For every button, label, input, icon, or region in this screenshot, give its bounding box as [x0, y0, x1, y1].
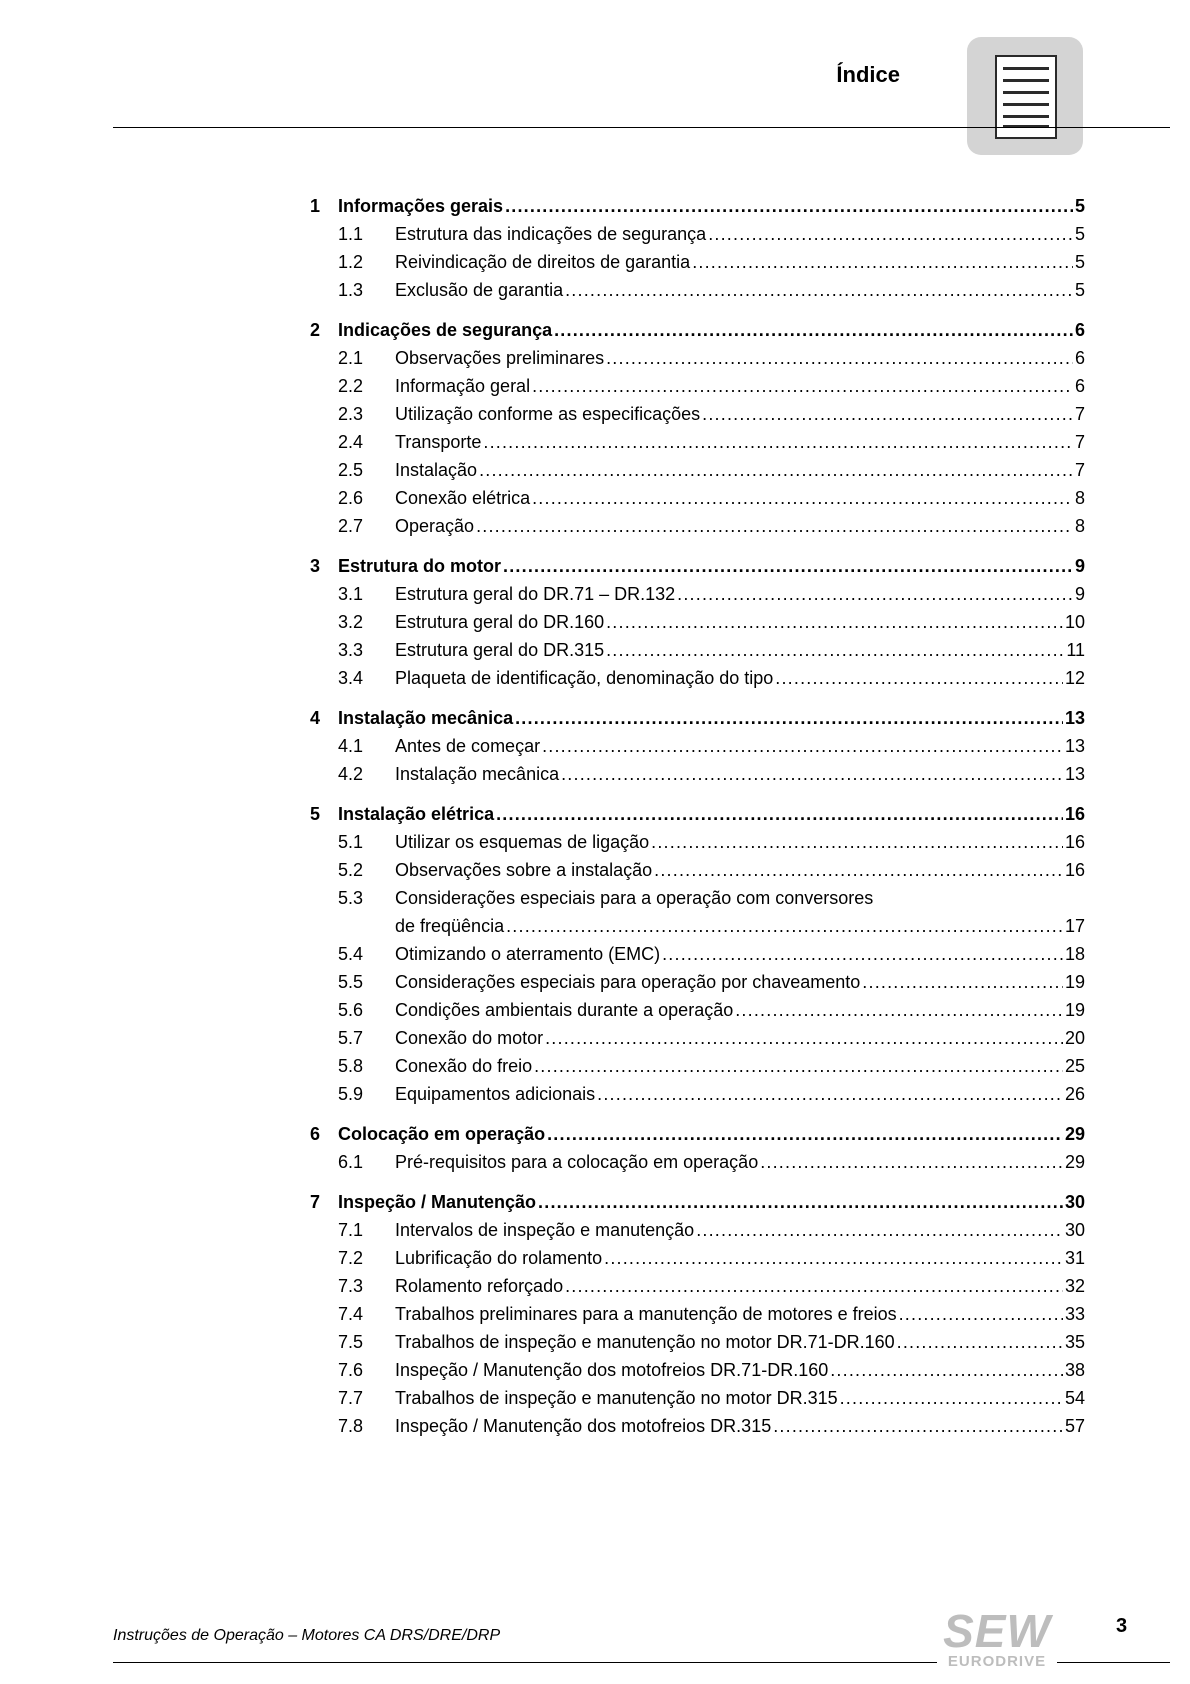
toc-chapter-entry[interactable]	[310, 316, 1085, 344]
toc-entry-page: 32	[1064, 1276, 1085, 1296]
toc-leader-dots	[503, 552, 1073, 580]
toc-section-entry[interactable]	[310, 996, 1085, 1024]
toc-entry-title: Inspeção / Manutenção	[338, 1192, 537, 1212]
toc-leader-dots	[476, 512, 1073, 540]
toc-entry-page: 35	[1064, 1332, 1085, 1352]
toc-entry-title: Otimizando o aterramento (EMC)	[395, 944, 661, 964]
toc-entry-title: Indicações de segurança	[338, 320, 553, 340]
toc-entry-page: 6	[1074, 320, 1085, 340]
toc-leader-dots	[506, 912, 1063, 940]
toc-entry-number: 5.3	[338, 888, 364, 908]
toc-entry-title: Rolamento reforçado	[395, 1276, 564, 1296]
page-number: 3	[1116, 1615, 1128, 1637]
toc-entry-page: 19	[1064, 972, 1085, 992]
toc-section-entry[interactable]	[310, 760, 1085, 788]
toc-entry-page: 9	[1074, 584, 1085, 604]
toc-entry-title: Antes de começar	[395, 736, 541, 756]
toc-leader-dots	[662, 940, 1063, 968]
toc-section-entry[interactable]	[310, 1356, 1085, 1384]
toc-chapter	[310, 552, 1085, 692]
toc-entry-title: Conexão do motor	[395, 1028, 544, 1048]
toc-leader-dots	[542, 732, 1063, 760]
toc-leader-dots	[545, 1024, 1063, 1052]
toc-entry-title: Estrutura das indicações de segurança	[395, 224, 707, 244]
toc-entry-number: 7.6	[338, 1360, 364, 1380]
toc-entry-page: 6	[1074, 376, 1085, 396]
toc-section-entry[interactable]	[310, 856, 1085, 884]
toc-entry-page: 31	[1064, 1248, 1085, 1268]
toc-leader-dots	[597, 1080, 1063, 1108]
toc-entry-title: Estrutura geral do DR.315	[395, 640, 605, 660]
toc-entry-title: Colocação em operação	[338, 1124, 546, 1144]
toc-entry-title: Reivindicação de direitos de garantia	[395, 252, 691, 272]
toc-chapter	[310, 192, 1085, 304]
toc-entry-page: 9	[1074, 556, 1085, 576]
toc-section-entry[interactable]	[310, 1244, 1085, 1272]
toc-section-entry[interactable]	[310, 1080, 1085, 1108]
toc-entry-number: 7.7	[338, 1388, 364, 1408]
toc-leader-dots	[606, 344, 1073, 372]
toc-entry-title: Plaqueta de identificação, denominação do tipo	[395, 668, 774, 688]
toc-leader-dots	[696, 1216, 1063, 1244]
toc-entry-title: Intervalos de inspeção e manutenção	[395, 1220, 695, 1240]
toc-entry-title: Inspeção / Manutenção dos motofreios DR.315	[395, 1416, 772, 1436]
toc-entry-page: 20	[1064, 1028, 1085, 1048]
toc-chapter-entry[interactable]	[310, 800, 1085, 828]
toc-entry-number: 3.2	[338, 612, 364, 632]
toc-entry-title-continued: de freqüência	[395, 916, 505, 936]
toc-leader-dots	[565, 276, 1073, 304]
toc-leader-dots	[604, 1244, 1063, 1272]
toc-entry-title: Utilizar os esquemas de ligação	[395, 832, 650, 852]
toc-section-entry[interactable]	[310, 248, 1085, 276]
toc-entry-title: Estrutura geral do DR.160	[395, 612, 605, 632]
toc-entry-number: 7.8	[338, 1416, 364, 1436]
toc-section-entry[interactable]	[310, 732, 1085, 760]
toc-entry-page: 7	[1074, 460, 1085, 480]
toc-leader-dots	[547, 1120, 1063, 1148]
toc-entry-title: Pré-requisitos para a colocação em operação	[395, 1152, 759, 1172]
toc-section-entry[interactable]	[310, 220, 1085, 248]
toc-leader-dots	[899, 1300, 1063, 1328]
toc-entry-number: 2.3	[338, 404, 364, 424]
toc-leader-dots	[538, 1188, 1063, 1216]
logo-main-text: SEW	[943, 1605, 1051, 1657]
toc-section-entry[interactable]	[310, 1024, 1085, 1052]
toc-leader-dots	[606, 608, 1063, 636]
toc-section-entry[interactable]	[310, 940, 1085, 968]
toc-entry-number: 5.4	[338, 944, 364, 964]
toc-entry-number: 5	[310, 804, 321, 824]
toc-entry-title: Observações sobre a instalação	[395, 860, 653, 880]
toc-entry-title: Instalação	[395, 460, 478, 480]
toc-chapter	[310, 1188, 1085, 1440]
toc-leader-dots	[702, 400, 1073, 428]
toc-leader-dots	[479, 456, 1073, 484]
toc-entry-page: 13	[1064, 708, 1085, 728]
toc-entry-title: Transporte	[395, 432, 482, 452]
toc-section-entry[interactable]	[310, 636, 1085, 664]
toc-entry-page: 7	[1074, 432, 1085, 452]
toc-section-entry[interactable]	[310, 1052, 1085, 1080]
toc-entry-number: 4.2	[338, 764, 364, 784]
toc-entry-page: 11	[1066, 640, 1085, 660]
toc-entry-page: 5	[1074, 224, 1085, 244]
toc-entry-title: Estrutura do motor	[338, 556, 502, 576]
toc-entry-title: Trabalhos preliminares para a manutenção de motores e freios	[395, 1304, 897, 1324]
toc-entry-page: 12	[1064, 668, 1085, 688]
document-index-icon	[967, 37, 1083, 155]
toc-entry-number: 1.2	[338, 252, 364, 272]
toc-entry-page: 18	[1064, 944, 1085, 964]
toc-entry-number: 5.1	[338, 832, 364, 852]
toc-entry-number: 5.6	[338, 1000, 364, 1020]
toc-section-entry[interactable]	[310, 828, 1085, 856]
toc-entry-page: 8	[1074, 488, 1085, 508]
toc-section-entry[interactable]	[310, 884, 1085, 940]
toc-entry-page: 25	[1064, 1056, 1085, 1076]
toc-entry-page: 38	[1064, 1360, 1085, 1380]
toc-section-entry[interactable]	[310, 428, 1085, 456]
toc-entry-page: 13	[1064, 736, 1085, 756]
toc-entry-title: Observações preliminares	[395, 348, 605, 368]
toc-section-entry[interactable]	[310, 276, 1085, 304]
toc-entry-title: Informações gerais	[338, 196, 504, 216]
toc-chapter	[310, 704, 1085, 788]
toc-leader-dots	[565, 1272, 1063, 1300]
toc-entry-title: Conexão elétrica	[395, 488, 531, 508]
toc-section-entry[interactable]	[310, 664, 1085, 692]
toc-section-entry[interactable]	[310, 1328, 1085, 1356]
toc-chapter-entry[interactable]	[310, 192, 1085, 220]
toc-leader-dots	[840, 1384, 1063, 1412]
toc-entry-page: 57	[1064, 1416, 1085, 1436]
toc-leader-dots	[496, 800, 1063, 828]
toc-leader-dots	[483, 428, 1073, 456]
toc-entry-number: 7.2	[338, 1248, 364, 1268]
toc-entry-number: 2.1	[338, 348, 364, 368]
toc-leader-dots	[654, 856, 1063, 884]
toc-entry-page: 30	[1064, 1192, 1085, 1212]
toc-chapter-entry[interactable]	[310, 1120, 1085, 1148]
toc-entry-page: 13	[1064, 764, 1085, 784]
toc-leader-dots	[532, 372, 1073, 400]
toc-entry-title: Utilização conforme as especificações	[395, 404, 701, 424]
toc-leader-dots	[773, 1412, 1063, 1440]
toc-entry-page: 5	[1074, 196, 1085, 216]
toc-entry-number: 6	[310, 1124, 321, 1144]
toc-entry-page: 10	[1064, 612, 1085, 632]
toc-leader-dots	[554, 316, 1073, 344]
logo-sub-text: EURODRIVE	[947, 1653, 1047, 1670]
toc-entry-continuation	[310, 912, 1085, 940]
toc-entry-page: 29	[1064, 1124, 1085, 1144]
toc-entry-number: 3.3	[338, 640, 364, 660]
toc-entry-title: Instalação mecânica	[395, 764, 560, 784]
toc-entry-title: Conexão do freio	[395, 1056, 533, 1076]
sew-eurodrive-logo	[937, 1605, 1057, 1678]
toc-entry-page: 16	[1064, 832, 1085, 852]
toc-section-entry[interactable]	[310, 608, 1085, 636]
toc-entry-number: 6.1	[338, 1152, 364, 1172]
toc-entry-number: 4	[310, 708, 321, 728]
toc-entry-number: 7.4	[338, 1304, 364, 1324]
toc-section-entry[interactable]	[310, 512, 1085, 540]
toc-entry-title: Estrutura geral do DR.71 – DR.132	[395, 584, 676, 604]
toc-chapter-entry[interactable]	[310, 552, 1085, 580]
toc-entry-number: 3	[310, 556, 321, 576]
toc-entry-page: 6	[1074, 348, 1085, 368]
toc-entry-title: Considerações especiais para operação por chaveamento	[395, 972, 861, 992]
toc-entry-number: 2.7	[338, 516, 364, 536]
toc-entry-page: 30	[1064, 1220, 1085, 1240]
toc-entry-page: 29	[1064, 1152, 1085, 1172]
toc-entry-title: Trabalhos de inspeção e manutenção no motor DR.315	[395, 1388, 838, 1408]
toc-leader-dots	[830, 1356, 1063, 1384]
toc-section-entry[interactable]	[310, 372, 1085, 400]
toc-entry-page: 5	[1074, 252, 1085, 272]
toc-leader-dots	[760, 1148, 1063, 1176]
toc-leader-dots	[532, 484, 1073, 512]
toc-chapter	[310, 316, 1085, 540]
toc-entry-number: 2	[310, 320, 321, 340]
toc-section-entry[interactable]	[310, 1272, 1085, 1300]
toc-entry-number: 2.6	[338, 488, 364, 508]
toc-entry-number: 4.1	[338, 736, 364, 756]
toc-leader-dots	[692, 248, 1073, 276]
toc-leader-dots	[651, 828, 1063, 856]
toc-entry-number: 2.2	[338, 376, 364, 396]
toc-entry-page: 7	[1074, 404, 1085, 424]
toc-section-entry[interactable]	[310, 344, 1085, 372]
toc-entry-page: 26	[1064, 1084, 1085, 1104]
toc-chapter-entry[interactable]	[310, 704, 1085, 732]
toc-entry-page: 17	[1064, 916, 1085, 936]
toc-section-entry[interactable]	[310, 1412, 1085, 1440]
toc-entry-number: 1.3	[338, 280, 364, 300]
toc-entry-number: 7.3	[338, 1276, 364, 1296]
toc-entry-number: 5.5	[338, 972, 364, 992]
toc-leader-dots	[862, 968, 1063, 996]
toc-entry-title: Instalação mecânica	[338, 708, 514, 728]
toc-entry-number: 5.8	[338, 1056, 364, 1076]
toc-leader-dots	[708, 220, 1073, 248]
toc-leader-dots	[505, 192, 1073, 220]
footer-document-title: Instruções de Operação – Motores CA DRS/DRE/DRP	[113, 1627, 501, 1644]
toc-section-entry[interactable]	[310, 1148, 1085, 1176]
toc-entry-title: Informação geral	[395, 376, 531, 396]
toc-entry-number: 7.5	[338, 1332, 364, 1352]
toc-section-entry[interactable]	[310, 484, 1085, 512]
toc-entry-page: 16	[1064, 860, 1085, 880]
toc-chapter-entry[interactable]	[310, 1188, 1085, 1216]
toc-entry-number: 5.9	[338, 1084, 364, 1104]
toc-entry-title: Exclusão de garantia	[395, 280, 564, 300]
toc-leader-dots	[775, 664, 1063, 692]
page-title: Índice	[836, 62, 900, 87]
toc-entry-title: Trabalhos de inspeção e manutenção no motor DR.71-DR.160	[395, 1332, 895, 1352]
toc-section-entry[interactable]	[310, 456, 1085, 484]
toc-entry-number: 1.1	[338, 224, 364, 244]
table-of-contents	[310, 192, 1085, 1452]
toc-section-entry[interactable]	[310, 580, 1085, 608]
toc-entry-number: 3.1	[338, 584, 364, 604]
toc-entry-number: 1	[310, 196, 321, 216]
toc-leader-dots	[534, 1052, 1063, 1080]
toc-entry-number: 3.4	[338, 668, 364, 688]
toc-leader-dots	[735, 996, 1063, 1024]
toc-entry-number: 5.7	[338, 1028, 364, 1048]
toc-entry-title: Equipamentos adicionais	[395, 1084, 596, 1104]
toc-leader-dots	[561, 760, 1063, 788]
toc-section-entry[interactable]	[310, 1300, 1085, 1328]
toc-entry-page: 5	[1074, 280, 1085, 300]
toc-entry-number: 5.2	[338, 860, 364, 880]
toc-section-entry[interactable]	[310, 1384, 1085, 1412]
toc-entry-page: 19	[1064, 1000, 1085, 1020]
toc-entry-number: 7.1	[338, 1220, 364, 1240]
toc-entry-number: 2.5	[338, 460, 364, 480]
toc-entry-title: Instalação elétrica	[338, 804, 495, 824]
toc-section-entry[interactable]	[310, 968, 1085, 996]
toc-chapter	[310, 800, 1085, 1108]
toc-entry-title: Condições ambientais durante a operação	[395, 1000, 734, 1020]
toc-entry-title: Operação	[395, 516, 475, 536]
toc-leader-dots	[677, 580, 1073, 608]
toc-entry-page: 54	[1064, 1388, 1085, 1408]
toc-entry-page: 33	[1064, 1304, 1085, 1324]
header-divider	[113, 127, 1170, 128]
toc-entry-title: Considerações especiais para a operação com conversores	[395, 888, 874, 908]
toc-chapter	[310, 1120, 1085, 1176]
toc-leader-dots	[897, 1328, 1063, 1356]
toc-section-entry[interactable]	[310, 1216, 1085, 1244]
toc-entry-number: 2.4	[338, 432, 364, 452]
toc-section-entry[interactable]	[310, 400, 1085, 428]
toc-entry-title: Inspeção / Manutenção dos motofreios DR.71-DR.160	[395, 1360, 829, 1380]
toc-entry-title: Lubrificação do rolamento	[395, 1248, 603, 1268]
toc-leader-dots	[515, 704, 1063, 732]
toc-leader-dots	[606, 636, 1064, 664]
toc-entry-page: 8	[1074, 516, 1085, 536]
toc-entry-page: 16	[1064, 804, 1085, 824]
toc-entry-number: 7	[310, 1192, 321, 1212]
